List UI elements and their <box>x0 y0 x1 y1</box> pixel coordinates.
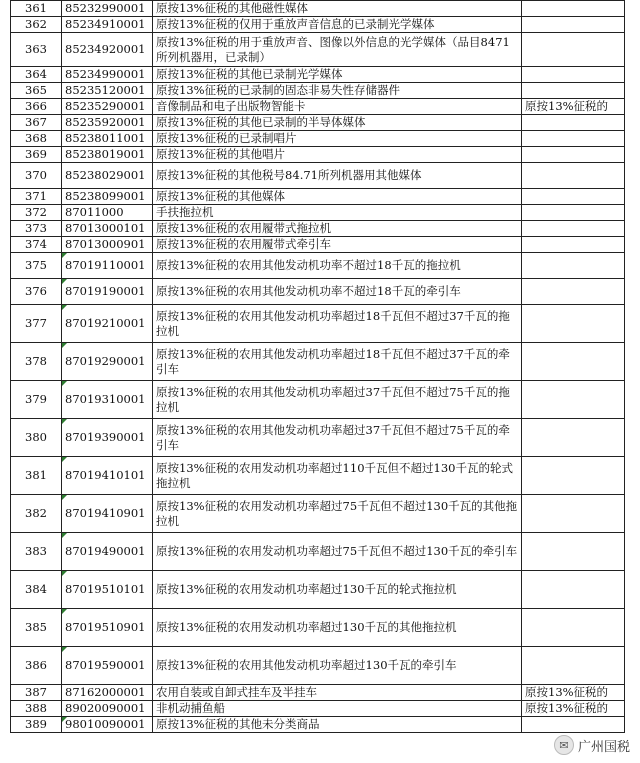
commodity-code-text: 87019190001 <box>65 284 146 298</box>
remark-cell <box>522 381 625 419</box>
cell-flag-marker <box>62 717 67 722</box>
table-row <box>11 343 625 381</box>
table-row <box>11 17 625 33</box>
row-number <box>11 83 62 99</box>
table-row <box>11 685 625 701</box>
row-number-text: 367 <box>25 115 47 129</box>
commodity-code-text: 87019590001 <box>65 658 146 672</box>
commodity-code <box>62 701 153 717</box>
remark-cell <box>522 205 625 221</box>
commodity-code-text: 85232990001 <box>65 1 146 15</box>
commodity-description-text: 原按13%征税的其他媒体 <box>156 189 286 203</box>
commodity-description <box>153 457 522 495</box>
row-number <box>11 205 62 221</box>
row-number-text: 384 <box>25 582 47 596</box>
row-number-text: 375 <box>25 258 47 272</box>
row-number <box>11 647 62 685</box>
commodity-description-text: 原按13%征税的已录制的固态非易失性存储器件 <box>156 83 401 97</box>
table-row <box>11 253 625 279</box>
commodity-description <box>153 381 522 419</box>
row-number <box>11 253 62 279</box>
row-number-text: 376 <box>25 284 47 298</box>
commodity-description-text: 原按13%征税的其他税号84.71所列机器用其他媒体 <box>156 168 422 182</box>
row-number-text: 385 <box>25 620 47 634</box>
cell-flag-marker <box>62 495 67 500</box>
remark-cell <box>522 67 625 83</box>
commodity-description-text: 手扶拖拉机 <box>156 205 214 219</box>
commodity-description <box>153 99 522 115</box>
commodity-code-text: 85238019001 <box>65 147 146 161</box>
commodity-code <box>62 343 153 381</box>
row-number <box>11 163 62 189</box>
row-number <box>11 571 62 609</box>
commodity-description <box>153 221 522 237</box>
commodity-description-text: 原按13%征税的农用其他发动机功率超过18千瓦但不超过37千瓦的牵引车 <box>156 346 510 376</box>
commodity-description-text: 原按13%征税的农用其他发动机功率超过18千瓦但不超过37千瓦的拖拉机 <box>156 308 510 338</box>
commodity-description-text: 原按13%征税的用于重放声音、图像以外信息的光学媒体（品目8471所列机器用，已录制） <box>156 34 510 64</box>
row-number-text: 381 <box>25 468 47 482</box>
remark-cell <box>522 221 625 237</box>
commodity-code <box>62 33 153 67</box>
row-number <box>11 701 62 717</box>
remark-cell <box>522 99 625 115</box>
commodity-description <box>153 609 522 647</box>
cell-flag-marker <box>62 253 67 258</box>
commodity-code-text: 85238011001 <box>65 131 146 145</box>
watermark-logo <box>554 735 630 755</box>
commodity-code <box>62 205 153 221</box>
commodity-code <box>62 419 153 457</box>
remark-cell <box>522 189 625 205</box>
commodity-description <box>153 701 522 717</box>
commodity-code-text: 85235120001 <box>65 83 146 97</box>
table-body <box>11 1 625 733</box>
commodity-code <box>62 83 153 99</box>
remark-cell <box>522 701 625 717</box>
wechat-account-icon: ✉ <box>554 735 574 755</box>
table-row <box>11 237 625 253</box>
row-number-text: 362 <box>25 17 47 31</box>
commodity-code <box>62 67 153 83</box>
commodity-description <box>153 419 522 457</box>
row-number-text: 365 <box>25 83 47 97</box>
remark-cell <box>522 237 625 253</box>
commodity-description <box>153 83 522 99</box>
table-row <box>11 381 625 419</box>
commodity-code <box>62 99 153 115</box>
commodity-code-text: 87019110001 <box>65 258 146 272</box>
commodity-code-text: 85235920001 <box>65 115 146 129</box>
commodity-code <box>62 717 153 733</box>
commodity-description-text: 原按13%征税的其他唱片 <box>156 147 286 161</box>
commodity-description-text: 原按13%征税的农用发动机功率超过110千瓦但不超过130千瓦的轮式拖拉机 <box>156 460 513 490</box>
row-number <box>11 685 62 701</box>
commodity-description-text: 原按13%征税的农用发动机功率超过130千瓦的轮式拖拉机 <box>156 582 457 596</box>
commodity-description-text: 原按13%征税的农用发动机功率超过75千瓦但不超过130千瓦的牵引车 <box>156 544 518 558</box>
row-number <box>11 147 62 163</box>
cell-flag-marker <box>62 609 67 614</box>
commodity-description <box>153 189 522 205</box>
commodity-description <box>153 253 522 279</box>
commodity-description <box>153 131 522 147</box>
row-number-text: 388 <box>25 701 47 715</box>
commodity-code <box>62 305 153 343</box>
table-row <box>11 147 625 163</box>
commodity-code <box>62 131 153 147</box>
remark-cell <box>522 305 625 343</box>
remark-cell <box>522 115 625 131</box>
commodity-description-text: 非机动捕鱼船 <box>156 701 225 715</box>
commodity-description <box>153 647 522 685</box>
commodity-code <box>62 685 153 701</box>
row-number-text: 370 <box>25 168 47 182</box>
commodity-description <box>153 279 522 305</box>
commodity-code-text: 87019410901 <box>65 506 146 520</box>
commodity-code-text: 87019210001 <box>65 316 146 330</box>
remark-cell <box>522 685 625 701</box>
row-number-text: 364 <box>25 67 47 81</box>
table-row <box>11 457 625 495</box>
row-number <box>11 457 62 495</box>
commodity-description <box>153 33 522 67</box>
commodity-description-text: 原按13%征税的农用其他发动机功率不超过18千瓦的拖拉机 <box>156 258 461 272</box>
remark-cell <box>522 419 625 457</box>
commodity-description-text: 原按13%征税的仅用于重放声音信息的已录制光学媒体 <box>156 17 435 31</box>
row-number-text: 366 <box>25 99 47 113</box>
remark-cell <box>522 343 625 381</box>
row-number <box>11 237 62 253</box>
row-number-text: 379 <box>25 392 47 406</box>
cell-flag-marker <box>62 305 67 310</box>
row-number <box>11 533 62 571</box>
table-row <box>11 717 625 733</box>
commodity-description-text: 原按13%征税的已录制唱片 <box>156 131 297 145</box>
commodity-code <box>62 253 153 279</box>
remark-cell-text: 原按13%征税的 <box>525 701 609 715</box>
remark-cell <box>522 279 625 305</box>
commodity-code <box>62 647 153 685</box>
commodity-description-text: 农用自装或自卸式挂车及半挂车 <box>156 685 317 699</box>
row-number <box>11 189 62 205</box>
commodity-code <box>62 533 153 571</box>
remark-cell <box>522 717 625 733</box>
commodity-description-text: 原按13%征税的农用其他发动机功率超过130千瓦的牵引车 <box>156 658 457 672</box>
commodity-description <box>153 571 522 609</box>
table-row <box>11 131 625 147</box>
cell-flag-marker <box>62 533 67 538</box>
row-number <box>11 279 62 305</box>
commodity-description <box>153 237 522 253</box>
row-number-text: 361 <box>25 1 47 15</box>
commodity-code-text: 85235290001 <box>65 99 146 113</box>
row-number-text: 374 <box>25 237 47 251</box>
remark-cell <box>522 131 625 147</box>
row-number <box>11 1 62 17</box>
table-row <box>11 115 625 131</box>
remark-cell <box>522 457 625 495</box>
commodity-code-text: 87019490001 <box>65 544 146 558</box>
commodity-code <box>62 115 153 131</box>
commodity-description-text: 音像制品和电子出版物智能卡 <box>156 99 306 113</box>
row-number-text: 378 <box>25 354 47 368</box>
commodity-description <box>153 685 522 701</box>
remark-cell <box>522 83 625 99</box>
row-number <box>11 221 62 237</box>
commodity-code-text: 87019390001 <box>65 430 146 444</box>
remark-cell <box>522 571 625 609</box>
commodity-code <box>62 237 153 253</box>
table-row <box>11 221 625 237</box>
commodity-code <box>62 457 153 495</box>
commodity-code-text: 87162000001 <box>65 685 146 699</box>
table-row <box>11 189 625 205</box>
row-number <box>11 495 62 533</box>
row-number-text: 377 <box>25 316 47 330</box>
commodity-description-text: 原按13%征税的其他未分类商品 <box>156 717 320 731</box>
cell-flag-marker <box>62 457 67 462</box>
commodity-code <box>62 189 153 205</box>
remark-cell <box>522 253 625 279</box>
commodity-description <box>153 717 522 733</box>
commodity-description <box>153 67 522 83</box>
commodity-description <box>153 343 522 381</box>
cell-flag-marker <box>62 279 67 284</box>
table-row <box>11 83 625 99</box>
remark-cell <box>522 147 625 163</box>
commodity-code-text: 85234990001 <box>65 67 146 81</box>
commodity-description-text: 原按13%征税的其他磁性媒体 <box>156 1 309 15</box>
commodity-description-text: 原按13%征税的农用其他发动机功率不超过18千瓦的牵引车 <box>156 284 461 298</box>
remark-cell <box>522 1 625 17</box>
row-number-text: 371 <box>25 189 47 203</box>
commodity-code <box>62 1 153 17</box>
commodity-code-text: 85234920001 <box>65 42 146 56</box>
remark-cell-text: 原按13%征税的 <box>525 685 609 699</box>
row-number <box>11 67 62 83</box>
commodity-code-text: 87019510901 <box>65 620 146 634</box>
commodity-code-text: 98010090001 <box>65 717 146 731</box>
remark-cell <box>522 495 625 533</box>
commodity-description-text: 原按13%征税的农用其他发动机功率超过37千瓦但不超过75千瓦的牵引车 <box>156 422 510 452</box>
commodity-description <box>153 205 522 221</box>
row-number <box>11 419 62 457</box>
table-row <box>11 647 625 685</box>
commodity-code <box>62 163 153 189</box>
table-row <box>11 419 625 457</box>
row-number-text: 380 <box>25 430 47 444</box>
row-number <box>11 17 62 33</box>
commodity-description <box>153 163 522 189</box>
commodity-description <box>153 147 522 163</box>
remark-cell <box>522 647 625 685</box>
row-number-text: 369 <box>25 147 47 161</box>
commodity-description <box>153 1 522 17</box>
row-number <box>11 343 62 381</box>
cell-flag-marker <box>62 571 67 576</box>
commodity-code <box>62 609 153 647</box>
remark-cell <box>522 609 625 647</box>
commodity-code-text: 87013000901 <box>65 237 146 251</box>
commodity-code-text: 87019510101 <box>65 582 146 596</box>
row-number-text: 368 <box>25 131 47 145</box>
row-number-text: 386 <box>25 658 47 672</box>
row-number-text: 372 <box>25 205 47 219</box>
commodity-code <box>62 571 153 609</box>
row-number <box>11 115 62 131</box>
commodity-description-text: 原按13%征税的其他已录制的半导体媒体 <box>156 115 366 129</box>
commodity-description-text: 原按13%征税的农用履带式拖拉机 <box>156 221 332 235</box>
row-number-text: 389 <box>25 717 47 731</box>
commodity-code <box>62 147 153 163</box>
remark-cell <box>522 533 625 571</box>
table-row <box>11 33 625 67</box>
cell-flag-marker <box>62 647 67 652</box>
cell-flag-marker <box>62 343 67 348</box>
commodity-description-text: 原按13%征税的农用履带式牵引车 <box>156 237 332 251</box>
row-number-text: 382 <box>25 506 47 520</box>
row-number-text: 383 <box>25 544 47 558</box>
commodity-description <box>153 115 522 131</box>
commodity-description-text: 原按13%征税的农用发动机功率超过75千瓦但不超过130千瓦的其他拖拉机 <box>156 498 518 528</box>
row-number <box>11 99 62 115</box>
table-row <box>11 305 625 343</box>
table-row <box>11 279 625 305</box>
commodity-code <box>62 279 153 305</box>
cell-flag-marker <box>62 419 67 424</box>
commodity-code <box>62 221 153 237</box>
row-number-text: 363 <box>25 42 47 56</box>
commodity-description-text: 原按13%征税的农用其他发动机功率超过37千瓦但不超过75千瓦的拖拉机 <box>156 384 510 414</box>
commodity-code-text: 87011000 <box>65 205 124 219</box>
commodity-description <box>153 533 522 571</box>
commodity-code <box>62 495 153 533</box>
table-row <box>11 163 625 189</box>
commodity-code-text: 85238099001 <box>65 189 146 203</box>
commodity-code-text: 89020090001 <box>65 701 146 715</box>
row-number <box>11 609 62 647</box>
tax-item-table <box>10 0 625 733</box>
row-number <box>11 33 62 67</box>
table-row <box>11 99 625 115</box>
commodity-code-text: 87019290001 <box>65 354 146 368</box>
table-row <box>11 1 625 17</box>
row-number-text: 387 <box>25 685 47 699</box>
commodity-code <box>62 17 153 33</box>
table-row <box>11 67 625 83</box>
commodity-code-text: 85238029001 <box>65 168 146 182</box>
remark-cell <box>522 33 625 67</box>
row-number <box>11 717 62 733</box>
cell-flag-marker <box>62 381 67 386</box>
commodity-code-text: 85234910001 <box>65 17 146 31</box>
table-row <box>11 609 625 647</box>
row-number <box>11 305 62 343</box>
commodity-code-text: 87019410101 <box>65 468 146 482</box>
remark-cell <box>522 163 625 189</box>
remark-cell-text: 原按13%征税的 <box>525 99 609 113</box>
commodity-description <box>153 17 522 33</box>
table-row <box>11 495 625 533</box>
table-row <box>11 205 625 221</box>
table-row <box>11 571 625 609</box>
table-row <box>11 533 625 571</box>
commodity-code-text: 87019310001 <box>65 392 146 406</box>
commodity-code-text: 87013000101 <box>65 221 146 235</box>
remark-cell <box>522 17 625 33</box>
row-number <box>11 131 62 147</box>
commodity-description <box>153 305 522 343</box>
commodity-description-text: 原按13%征税的其他已录制光学媒体 <box>156 67 343 81</box>
row-number <box>11 381 62 419</box>
table-row <box>11 701 625 717</box>
commodity-description <box>153 495 522 533</box>
row-number-text: 373 <box>25 221 47 235</box>
commodity-code <box>62 381 153 419</box>
commodity-description-text: 原按13%征税的农用发动机功率超过130千瓦的其他拖拉机 <box>156 620 457 634</box>
watermark-text: 广州国税 <box>577 739 630 755</box>
